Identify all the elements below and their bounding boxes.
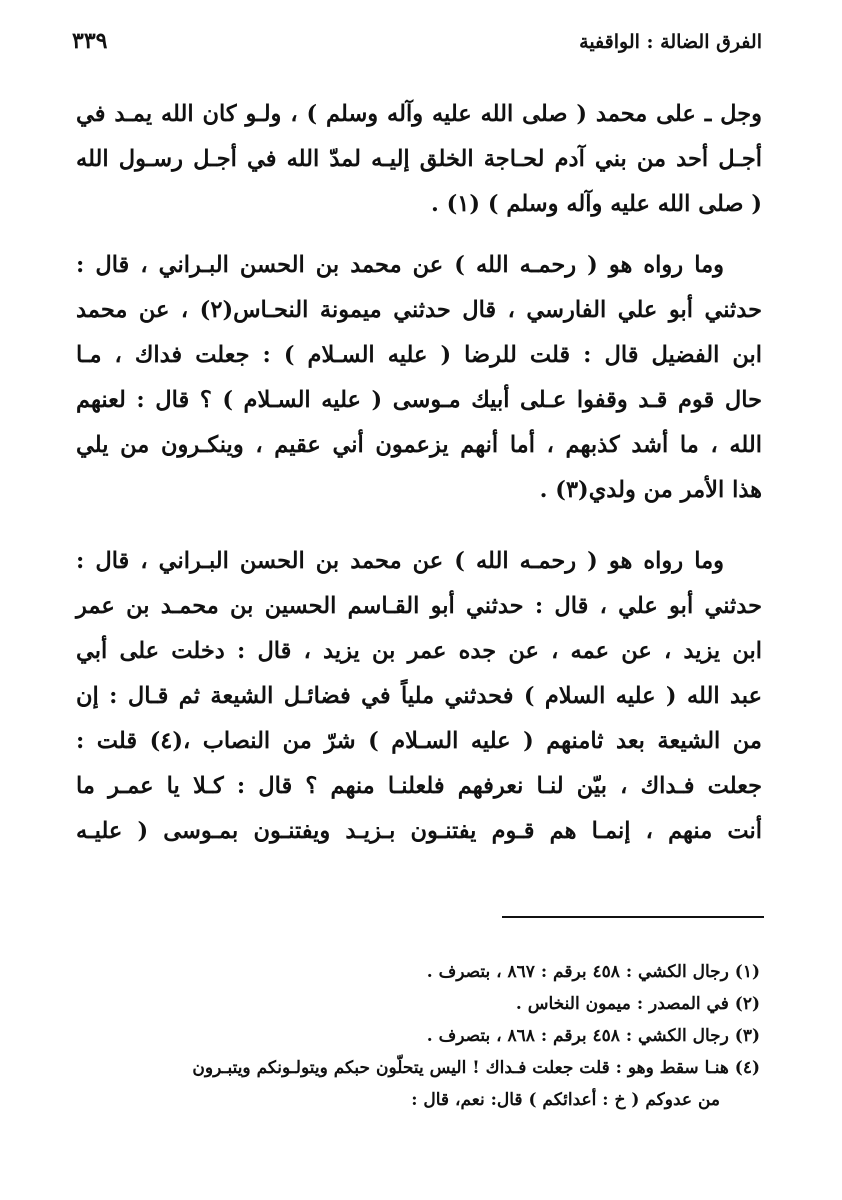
- text-line: ابن الفضيل قال : قلت للرضا ( عليه السـلام ) : جعلت فداك ، مـا: [76, 342, 762, 368]
- text-line: حدثني أبو علي ، قال : حدثني أبو القـاسم الحسين بن محمـد بن عمر: [76, 593, 762, 619]
- main-text: [76, 92, 762, 854]
- text-line: وجل ـ على محمد ( صلى الله عليه وآله وسلم ) ، ولـو كان الله يمـد في: [76, 101, 762, 127]
- running-title: الفرق الضالة : الواقفية: [579, 31, 762, 53]
- text-line: وما رواه هو ( رحمـه الله ) عن محمد بن الحسن البـراني ، قال :: [76, 548, 724, 574]
- text-line: الله ، ما أشد كذبهم ، أما أنهم يزعمون أني عقيم ، وينكـرون من يلي: [76, 432, 762, 458]
- footnote-4: (٤) هنـا سقط وهو : قلت جعلت فـداك ! اليس يتحلّون حبكم ويتولـونكم ويتبـرون: [192, 1058, 760, 1078]
- page-number: ٣٣٩: [72, 28, 108, 54]
- footnote-2: (٢) في المصدر : ميمون النخاس .: [515, 994, 760, 1014]
- paragraph-3: [76, 539, 762, 854]
- text-line: ابن يزيد ، عن عمه ، عن جده عمر بن يزيد ، قال : دخلت على أبي: [76, 638, 762, 664]
- footnote-1: (١) رجال الكشي : ٤٥٨ برقم : ٨٦٧ ، بتصرف .: [426, 962, 760, 982]
- text-line: جعلت فـداك ، بيّن لنـا نعرفهم فلعلنـا منهم ؟ قال : كـلا يا عمـر ما: [76, 773, 762, 799]
- paragraph-1: [76, 92, 762, 227]
- text-line: عبد الله ( عليه السلام ) فحدثني ملياً في فضائـل الشيعة ثم قـال : إن: [76, 683, 762, 709]
- text-line: أنت منهم ، إنمـا هم قـوم يفتنـون بـزيـد ويفتنـون بمـوسى ( عليـه: [76, 818, 762, 844]
- footnote-3: (٣) رجال الكشي : ٤٥٨ برقم : ٨٦٨ ، بتصرف .: [426, 1026, 760, 1046]
- text-line: حال قوم قـد وقفوا عـلى أبيك مـوسى ( عليه السـلام ) ؟ قال : لعنهم: [76, 387, 762, 413]
- text-line: من الشيعة بعد ثامنهم ( عليه السـلام ) شرّ من النصاب ،(٤) قلت :: [76, 728, 762, 754]
- text-line: حدثني أبو علي الفارسي ، قال حدثني ميمونة النحـاس(٢) ، عن محمد: [76, 297, 763, 323]
- paragraph-2: [76, 243, 762, 513]
- text-line: أجـل أحد من بني آدم لحـاجة الخلق إليـه لمدّ الله في أجـل رسـول الله: [76, 146, 762, 172]
- text-line: هذا الأمر من ولدي(٣) .: [539, 477, 762, 503]
- text-line: ( صلى الله عليه وآله وسلم ) (١) .: [430, 191, 762, 217]
- page-header: [72, 28, 762, 64]
- footnote-separator: [502, 916, 764, 918]
- text-line: وما رواه هو ( رحمـه الله ) عن محمد بن الحسن البـراني ، قال :: [76, 252, 724, 278]
- footnote-4-continuation: من عدوكم ( خ : أعدائكم ) قال: نعم، قال :: [411, 1090, 720, 1110]
- footnotes: [76, 956, 760, 1116]
